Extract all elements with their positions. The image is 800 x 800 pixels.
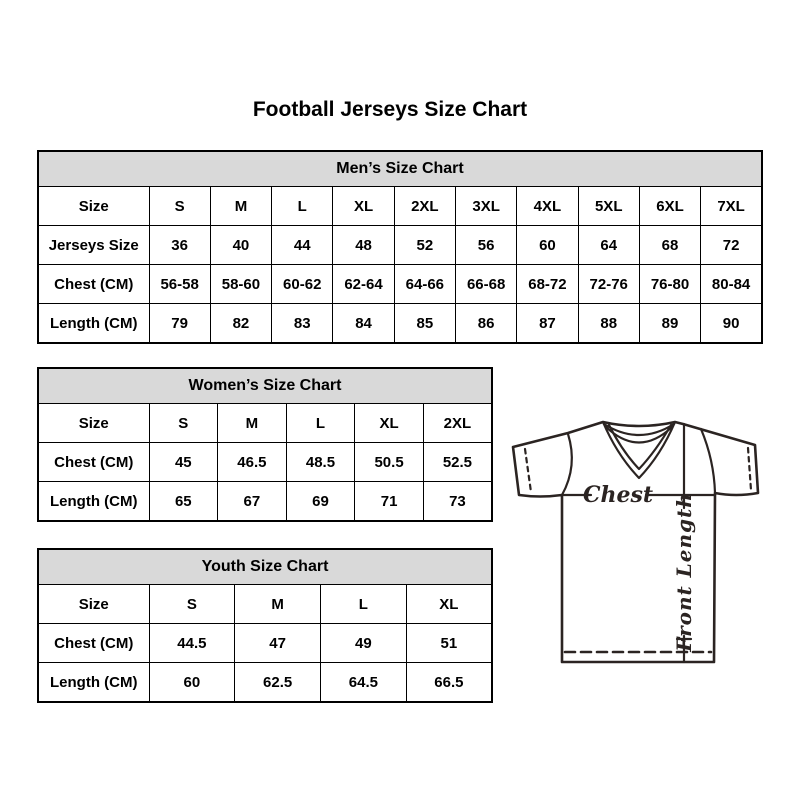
cell-value: 88 [578,304,639,344]
mens-size-table [37,150,763,344]
cell-value: 72 [701,226,762,265]
cell-value: 86 [455,304,516,344]
cell-value: 62-64 [333,265,394,304]
cell-value: 69 [286,482,355,522]
cell-value: 62.5 [235,663,321,703]
right-armhole-seam [701,429,715,493]
table-row [38,226,762,265]
table-row [38,265,762,304]
size-table [37,367,493,522]
cell-value: 58-60 [210,265,271,304]
cell-value: L [286,404,355,443]
page-title: Football Jerseys Size Chart [252,98,528,121]
row-label: Chest (CM) [38,624,149,663]
row-label: Chest (CM) [38,265,149,304]
cell-value: 46.5 [218,443,287,482]
cell-value: 68-72 [517,265,578,304]
cell-value: 60 [517,226,578,265]
cell-value: 44.5 [149,624,235,663]
cell-value: 83 [272,304,333,344]
jersey-measurement-diagram [505,398,795,668]
cell-value: 3XL [455,187,516,226]
cell-value: 76-80 [639,265,700,304]
cell-value: L [321,585,407,624]
cell-value: 82 [210,304,271,344]
cell-value: 79 [149,304,210,344]
cell-value: 2XL [423,404,492,443]
cell-value: 52 [394,226,455,265]
cell-value: 65 [149,482,218,522]
cell-value: XL [333,187,394,226]
cell-value: 40 [210,226,271,265]
table-title: Women’s Size Chart [38,368,492,404]
cell-value: 52.5 [423,443,492,482]
cell-value: 44 [272,226,333,265]
cell-value: M [210,187,271,226]
cell-value: 67 [218,482,287,522]
cell-value: 49 [321,624,407,663]
cell-value: 89 [639,304,700,344]
womens-size-table [37,367,493,522]
cell-value: 6XL [639,187,700,226]
table-row [38,585,492,624]
cell-value: 71 [355,482,424,522]
table-title: Men’s Size Chart [38,151,762,187]
row-label: Length (CM) [38,482,149,522]
cell-value: XL [355,404,424,443]
cell-value: 2XL [394,187,455,226]
row-label: Size [38,187,149,226]
table-row [38,443,492,482]
cell-value: 90 [701,304,762,344]
row-label: Jerseys Size [38,226,149,265]
cell-value: 50.5 [355,443,424,482]
cell-value: 72-76 [578,265,639,304]
cell-value: 7XL [701,187,762,226]
size-table [37,548,493,703]
cell-value: 60 [149,663,235,703]
table-row [38,187,762,226]
cell-value: 80-84 [701,265,762,304]
cell-value: 4XL [517,187,578,226]
cell-value: 84 [333,304,394,344]
cell-value: 66.5 [406,663,492,703]
cell-value: L [272,187,333,226]
cell-value: 64.5 [321,663,407,703]
chest-label: Chest [582,482,654,508]
cell-value: 56-58 [149,265,210,304]
cell-value: S [149,404,218,443]
cell-value: 36 [149,226,210,265]
cell-value: 48 [333,226,394,265]
cell-value: 56 [455,226,516,265]
size-table [37,150,763,344]
cell-value: S [149,585,235,624]
cell-value: 85 [394,304,455,344]
youth-size-table [37,548,493,703]
row-label: Length (CM) [38,304,149,344]
cell-value: 48.5 [286,443,355,482]
left-armhole-seam [562,434,572,495]
jersey-outline [513,422,758,662]
cell-value: 45 [149,443,218,482]
table-row [38,304,762,344]
right-cuff-stitch [748,448,751,490]
cell-value: M [235,585,321,624]
cell-value: 64-66 [394,265,455,304]
cell-value: 64 [578,226,639,265]
cell-value: M [218,404,287,443]
front-length-label: Front Length [672,492,696,652]
cell-value: 66-68 [455,265,516,304]
cell-value: 87 [517,304,578,344]
cell-value: XL [406,585,492,624]
cell-value: 47 [235,624,321,663]
left-cuff-stitch [525,449,531,492]
table-title: Youth Size Chart [38,549,492,585]
table-row [38,624,492,663]
cell-value: S [149,187,210,226]
cell-value: 51 [406,624,492,663]
cell-value: 5XL [578,187,639,226]
cell-value: 60-62 [272,265,333,304]
table-row [38,404,492,443]
table-row [38,482,492,522]
row-label: Length (CM) [38,663,149,703]
row-label: Size [38,404,149,443]
row-label: Size [38,585,149,624]
row-label: Chest (CM) [38,443,149,482]
cell-value: 73 [423,482,492,522]
cell-value: 68 [639,226,700,265]
table-row [38,663,492,703]
